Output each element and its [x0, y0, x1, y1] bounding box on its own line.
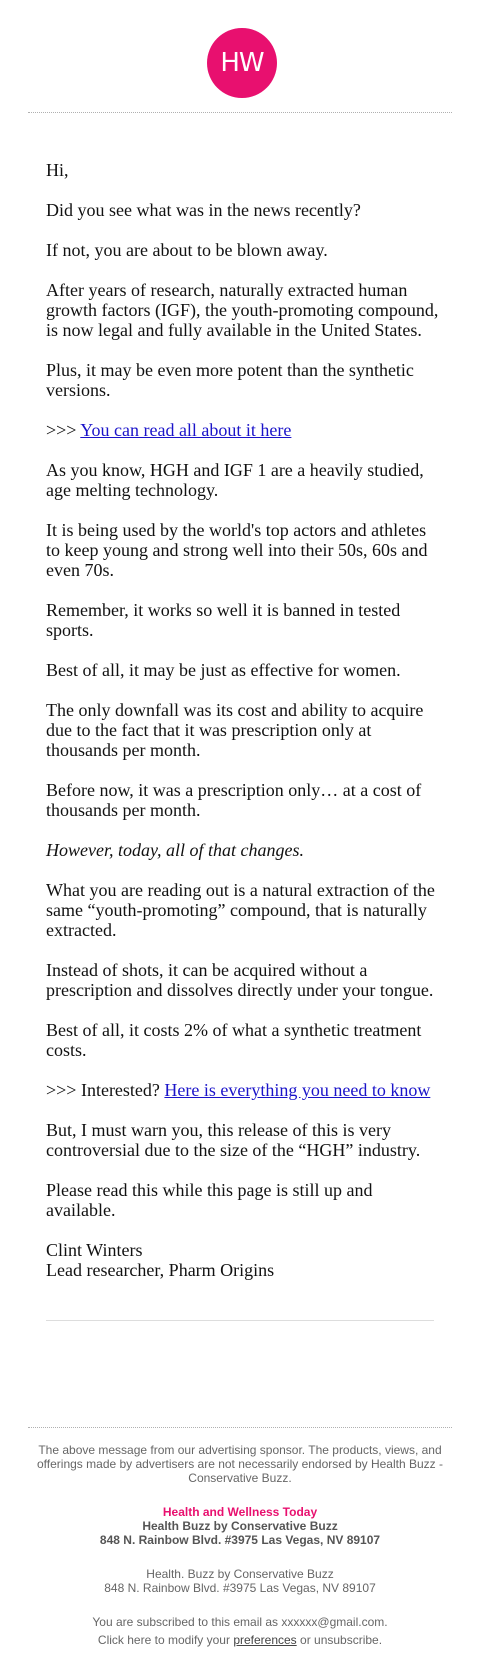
paragraph: The only downfall was its cost and ability to acquire due to the fact that it was prescription only at thousands per month.	[46, 700, 424, 760]
email-body	[46, 160, 442, 1280]
greeting: Hi,	[46, 160, 69, 180]
paragraph: What you are reading out is a natural extraction of the same “youth-promoting” compound, that is naturally extracted.	[46, 880, 435, 940]
paragraph: Remember, it works so well it is banned in tested sports.	[46, 600, 401, 640]
signature-title: Lead researcher, Pharm Origins	[46, 1260, 275, 1280]
subscribed-note: You are subscribed to this email as xxxxxx@gmail.com.	[92, 1615, 388, 1629]
italic-text: However, today, all of that changes.	[46, 840, 304, 860]
header-divider	[28, 112, 452, 113]
read-more-link[interactable]: You can read all about it here	[80, 420, 292, 440]
link-paragraph-1	[46, 420, 442, 440]
paragraph: Did you see what was in the news recently?	[46, 200, 361, 220]
paragraph: After years of research, naturally extracted human growth factors (IGF), the youth-promoting compound, is now legal and fully available in the United States.	[46, 280, 439, 340]
header	[0, 0, 480, 112]
signature	[46, 1240, 442, 1280]
paragraph: If not, you are about to be blown away.	[46, 240, 328, 260]
footer-company-bold: Health Buzz by Conservative Buzz	[142, 1519, 338, 1533]
logo-text: HW	[220, 48, 264, 78]
footer-company: Health. Buzz by Conservative Buzz	[146, 1567, 334, 1581]
footer-address-bold: 848 N. Rainbow Blvd. #3975 Las Vegas, NV 89107	[99, 1533, 381, 1547]
signature-name: Clint Winters	[46, 1240, 143, 1260]
paragraph: It is being used by the world's top actors and athletes to keep young and strong well into their 50s, 60s and even 70s.	[46, 520, 428, 580]
disclaimer: The above message from our advertising sponsor. The products, views, and offerings made by advertisers are not necessarily endorsed by Health Buzz - Conservative Buzz.	[37, 1443, 443, 1485]
paragraph: Before now, it was a prescription only… at a cost of thousands per month.	[46, 780, 422, 820]
paragraph: But, I must warn you, this release of this is very controversial due to the size of the “HGH” industry.	[46, 1120, 421, 1160]
modify-suffix: or unsubscribe.	[296, 1633, 383, 1647]
preferences-link[interactable]: preferences	[233, 1633, 297, 1647]
link-prefix: >>>	[46, 420, 81, 440]
footer-divider	[28, 1427, 452, 1428]
paragraph: Best of all, it may be just as effective for women.	[46, 660, 401, 680]
footer	[28, 1443, 452, 1647]
paragraph-italic	[46, 840, 442, 860]
paragraph: Please read this while this page is still up and available.	[46, 1180, 373, 1220]
footer-address: 848 N. Rainbow Blvd. #3975 Las Vegas, NV 89107	[104, 1581, 376, 1595]
link-paragraph-2	[46, 1080, 442, 1100]
modify-line	[28, 1633, 452, 1647]
paragraph: Best of all, it costs 2% of what a synthetic treatment costs.	[46, 1020, 422, 1060]
paragraph: Plus, it may be even more potent than the synthetic versions.	[46, 360, 414, 400]
modify-prefix: Click here to modify your	[97, 1633, 234, 1647]
everything-you-need-link[interactable]: Here is everything you need to know	[164, 1080, 431, 1100]
logo	[207, 28, 277, 98]
link-prefix: >>> Interested?	[46, 1080, 165, 1100]
paragraph: Instead of shots, it can be acquired without a prescription and dissolves directly under your tongue.	[46, 960, 434, 1000]
footer-brand: Health and Wellness Today	[162, 1505, 318, 1519]
body-divider	[46, 1320, 434, 1321]
paragraph: As you know, HGH and IGF 1 are a heavily studied, age melting technology.	[46, 460, 424, 500]
